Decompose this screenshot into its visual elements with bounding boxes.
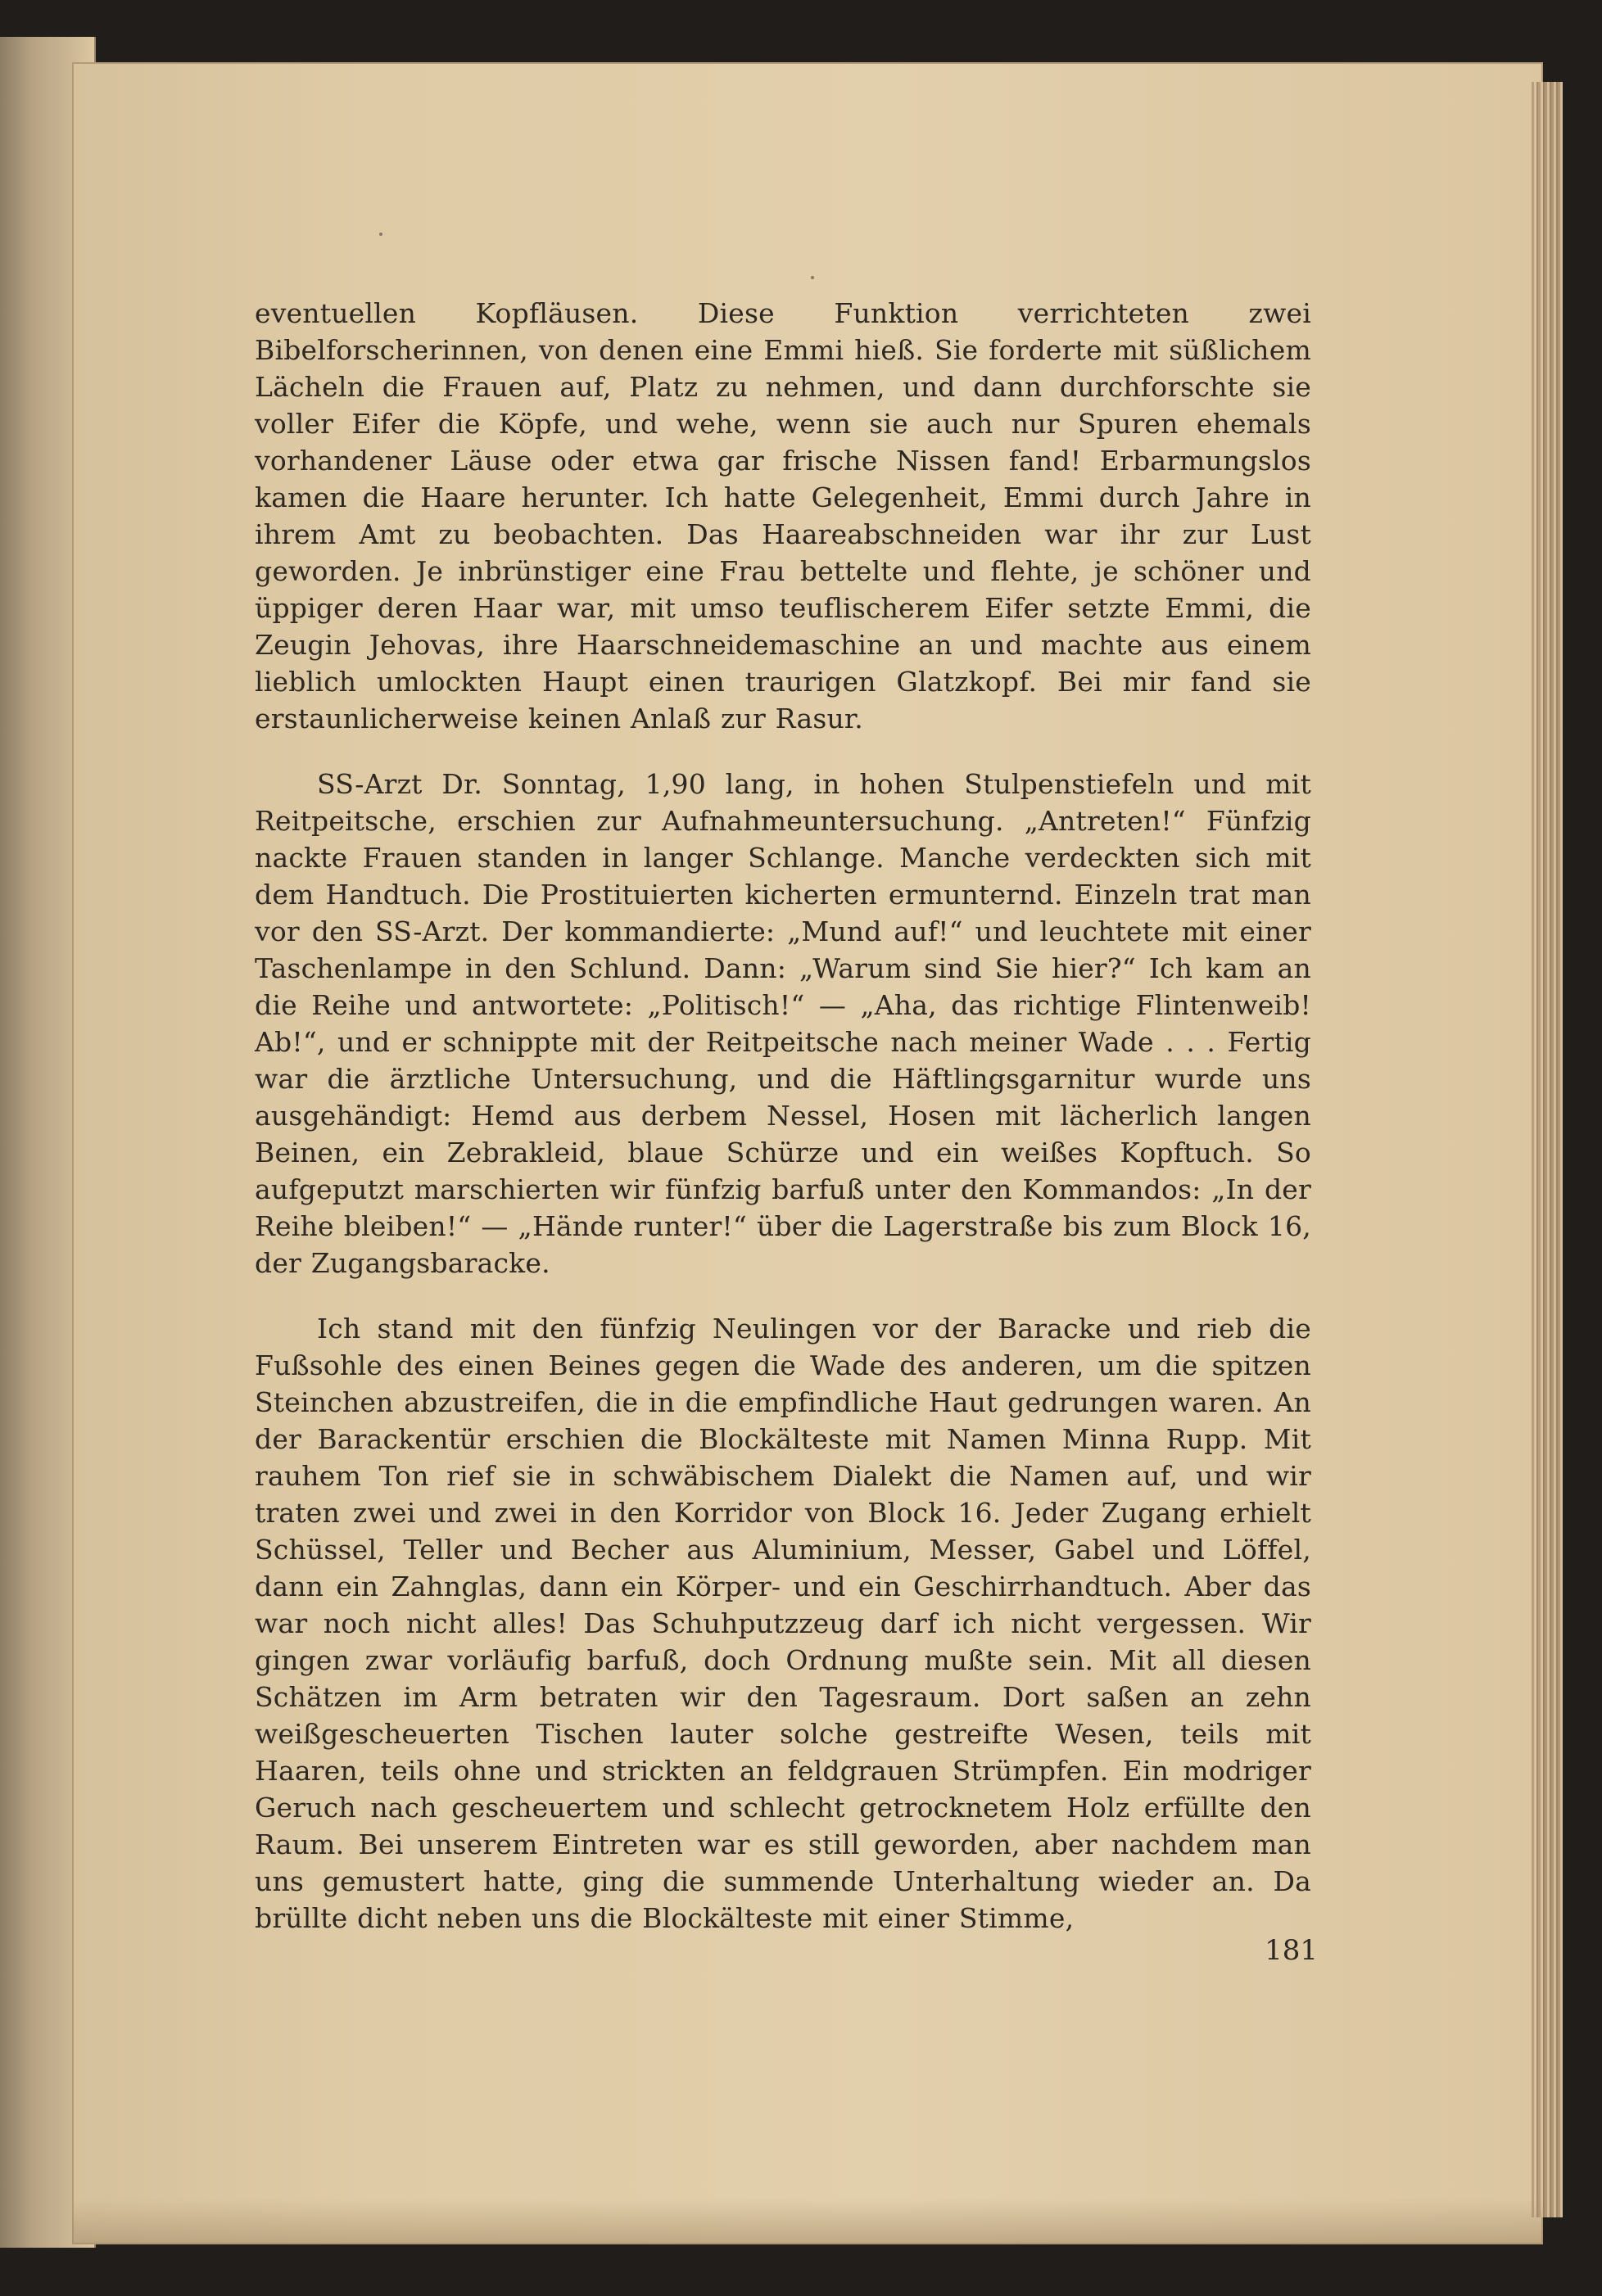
ink-dot: [811, 276, 814, 279]
page-bottom-shadow: [72, 2199, 1543, 2244]
ink-dot: [379, 233, 382, 236]
page-number: 181: [1265, 1934, 1318, 1967]
right-page-edges: [1532, 82, 1563, 2217]
paragraph-1: eventuellen Kopfläusen. Diese Funktion verrichteten zwei Bibelforscherinnen, von denen eine Emmi hieß. Sie forderte mit süßlichem Lächeln die Frauen auf, Platz zu nehmen, und dann durchforschte sie voller Eifer die Köpfe, und wehe, wenn sie auch nur Spuren ehemals vorhandener Läuse oder etwa gar frische Nissen fand! Erbarmungslos kamen die Haare herunter. Ich hatte Gelegenheit, Emmi durch Jahre in ihrem Amt zu beobachten. Das Haareabschneiden war ihr zur Lust geworden. Je inbrünstiger eine Frau bettelte und flehte, je schöner und üppiger deren Haar war, mit umso teuflischerem Eifer setzte Emmi, die Zeugin Jehovas, ihre Haarschneidemaschine an und machte aus einem lieblich umlockten Haupt einen traurigen Glatzkopf. Bei mir fand sie erstaunlicherweise keinen Anlaß zur Rasur.: [255, 297, 1311, 734]
page-text: [255, 295, 1311, 1937]
paragraph-3: Ich stand mit den fünfzig Neulingen vor der Baracke und rieb die Fußsohle des einen Beines gegen die Wade des anderen, um die spitzen Steinchen abzustreifen, die in die empfindliche Haut gedrungen waren. An der Barackentür erschien die Blockälteste mit Namen Minna Rupp. Mit rauhem Ton rief sie in schwäbischem Dialekt die Namen auf, und wir traten zwei und zwei in den Korridor von Block 16. Jeder Zugang erhielt Schüssel, Teller und Becher aus Aluminium, Messer, Gabel und Löffel, dann ein Zahnglas, dann ein Körper- und ein Geschirrhandtuch. Aber das war noch nicht alles! Das Schuhputzzeug darf ich nicht vergessen. Wir gingen zwar vorläufig barfuß, doch Ordnung mußte sein. Mit all diesen Schätzen im Arm betraten wir den Tagesraum. Dort saßen an zehn weißgescheuerten Tischen lauter solche gestreifte Wesen, teils mit Haaren, teils ohne und strickten an feldgrauen Strümpfen. Ein modriger Geruch nach gescheuertem und schlecht getrocknetem Holz erfüllte den Raum. Bei unserem Eintreten war es still geworden, aber nachdem man uns gemustert hatte, ging die summende Unterhaltung wieder an. Da brüllte dicht neben uns die Blockälteste mit einer Stimme,: [255, 1313, 1311, 1934]
paragraph-2: SS-Arzt Dr. Sonntag, 1,90 lang, in hohen Stulpenstiefeln und mit Reitpeitsche, erschien zur Aufnahmeuntersuchung. „Antreten!“ Fünfzig nackte Frauen standen in langer Schlange. Manche verdeckten sich mit dem Handtuch. Die Prostituierten kicherten ermunternd. Einzeln trat man vor den SS-Arzt. Der kommandierte: „Mund auf!“ und leuchtete mit einer Taschenlampe in den Schlund. Dann: „Warum sind Sie hier?“ Ich kam an die Reihe und antwortete: „Politisch!“ — „Aha, das richtige Flintenweib! Ab!“, und er schnippte mit der Reitpeitsche nach meiner Wade . . . Fertig war die ärztliche Untersuchung, und die Häftlingsgarnitur wurde uns ausgehändigt: Hemd aus derbem Nessel, Hosen mit lächerlich langen Beinen, ein Zebrakleid, blaue Schürze und ein weißes Kopftuch. So aufgeputzt marschierten wir fünfzig barfuß unter den Kommandos: „In der Reihe bleiben!“ — „Hände runter!“ über die Lagerstraße bis zum Block 16, der Zugangsbaracke.: [255, 768, 1311, 1279]
